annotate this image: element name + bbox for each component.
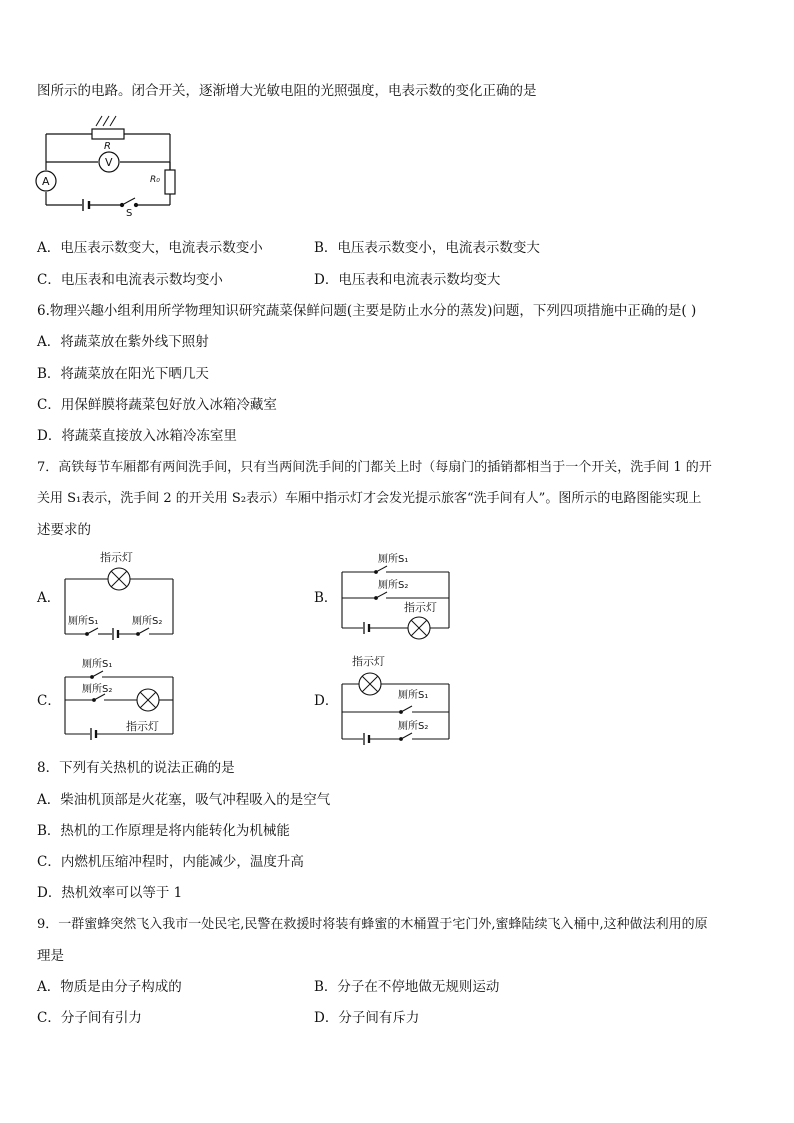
lamp-label: 指示灯: [352, 655, 385, 668]
q9-stem-line-2: 理是: [37, 948, 64, 964]
q7-circuit-d: [336, 650, 456, 745]
q5-circuit-diagram: [30, 112, 190, 217]
voltmeter-label: V: [105, 156, 113, 169]
q7-option-a-letter: A．: [37, 590, 61, 606]
q7-option-b-letter: B．: [314, 590, 338, 606]
switch-symbol: [120, 198, 137, 207]
switch-s1-label: 厕所S₁: [68, 616, 99, 627]
switch-s1-symbol: [86, 628, 98, 635]
q5-option-a: A．电压表示数变大，电流表示数变小: [37, 240, 263, 256]
q9-option-a: A．物质是由分子构成的: [37, 979, 182, 995]
switch-s2-symbol: [93, 694, 105, 701]
q7-stem-line-2: 关用 S₁表示，洗手间 2 的开关用 S₂表示）车厢中指示灯才会发光提示旅客“洗手间有人”。图所示的电路图能实现上: [37, 491, 702, 506]
q8-option-c: C．内燃机压缩冲程时，内能减少，温度升高: [37, 854, 304, 870]
switch-s1-symbol: [375, 566, 387, 573]
photoresistor-symbol: [92, 116, 124, 139]
battery-symbol: [91, 728, 96, 740]
switch-s2-label: 厕所S₂: [132, 616, 163, 627]
q6-option-c: C．用保鲜膜将蔬菜包好放入冰箱冷藏室: [37, 397, 277, 413]
q7-stem-line-3: 述要求的: [37, 522, 91, 538]
q9-option-b: B．分子在不停地做无规则运动: [314, 979, 500, 995]
r0-label: R₀: [150, 175, 160, 185]
q5-option-d: D．电压表和电流表示数均变大: [314, 272, 501, 288]
battery-symbol: [364, 733, 369, 745]
lamp-symbol: [408, 617, 430, 639]
switch-s2-label: 厕所S₂: [378, 580, 409, 591]
lamp-label: 指示灯: [404, 601, 437, 614]
q7-option-d-letter: D．: [314, 693, 339, 709]
q5-stem: 图所示的电路。闭合开关，逐渐增大光敏电阻的光照强度，电表示数的变化正确的是: [37, 83, 537, 99]
switch-label: S: [126, 208, 133, 217]
ammeter-label: A: [42, 175, 50, 188]
lamp-symbol: [108, 568, 130, 590]
q6-option-d: D．将蔬菜直接放入冰箱冷冻室里: [37, 428, 237, 444]
switch-s1-symbol: [91, 671, 103, 678]
q5-option-b: B．电压表示数变小，电流表示数变大: [314, 240, 540, 256]
switch-s2-symbol: [375, 592, 387, 599]
q5-option-c: C．电压表和电流表示数均变小: [37, 272, 223, 288]
q6-stem: 6.物理兴趣小组利用所学物理知识研究蔬菜保鲜问题(主要是防止水分的蒸发)问题，下列四项措施中正确的是( ): [37, 303, 697, 319]
q7-circuit-a: [60, 546, 180, 646]
lamp-label: 指示灯: [126, 720, 159, 733]
switch-s1-label: 厕所S₁: [398, 690, 429, 701]
lamp-symbol: [359, 673, 381, 695]
lamp-symbol: [137, 689, 159, 711]
q6-option-b: B．将蔬菜放在阳光下晒几天: [37, 366, 209, 382]
q7-option-c-letter: C．: [37, 693, 61, 709]
q7-stem-line-1: 7．高铁每节车厢都有两间洗手间，只有当两间洗手间的门都关上时（每扇门的插销都相当于一个开关，洗手间 1 的开: [37, 460, 712, 475]
r0-resistor-symbol: [165, 170, 175, 194]
battery-symbol: [364, 622, 369, 634]
switch-s1-label: 厕所S₁: [378, 554, 409, 565]
switch-s2-symbol: [137, 628, 149, 635]
lamp-label: 指示灯: [100, 551, 133, 564]
switch-s1-label: 厕所S₁: [82, 659, 113, 670]
q9-option-d: D．分子间有斥力: [314, 1010, 420, 1026]
switch-s1-symbol: [400, 706, 412, 713]
q8-option-a: A．柴油机顶部是火花塞，吸气冲程吸入的是空气: [37, 792, 331, 808]
battery-symbol: [83, 199, 89, 211]
q8-option-b: B．热机的工作原理是将内能转化为机械能: [37, 823, 290, 839]
q8-stem: 8．下列有关热机的说法正确的是: [37, 760, 235, 776]
q6-option-a: A．将蔬菜放在紫外线下照射: [37, 334, 209, 350]
q7-circuit-c: [60, 654, 180, 746]
q9-option-c: C．分子间有引力: [37, 1010, 142, 1026]
q9-stem-line-1: 9．一群蜜蜂突然飞入我市一处民宅,民警在救援时将装有蜂蜜的木桶置于宅门外,蜜蜂陆续飞入桶中,这种做法利用的原: [37, 917, 708, 932]
r-label: R: [104, 141, 111, 152]
switch-s2-symbol: [400, 733, 412, 740]
switch-s2-label: 厕所S₂: [82, 684, 113, 695]
battery-symbol: [113, 628, 118, 640]
q7-circuit-b: [336, 548, 456, 643]
q8-option-d: D．热机效率可以等于 1: [37, 885, 183, 901]
switch-s2-label: 厕所S₂: [398, 721, 429, 732]
